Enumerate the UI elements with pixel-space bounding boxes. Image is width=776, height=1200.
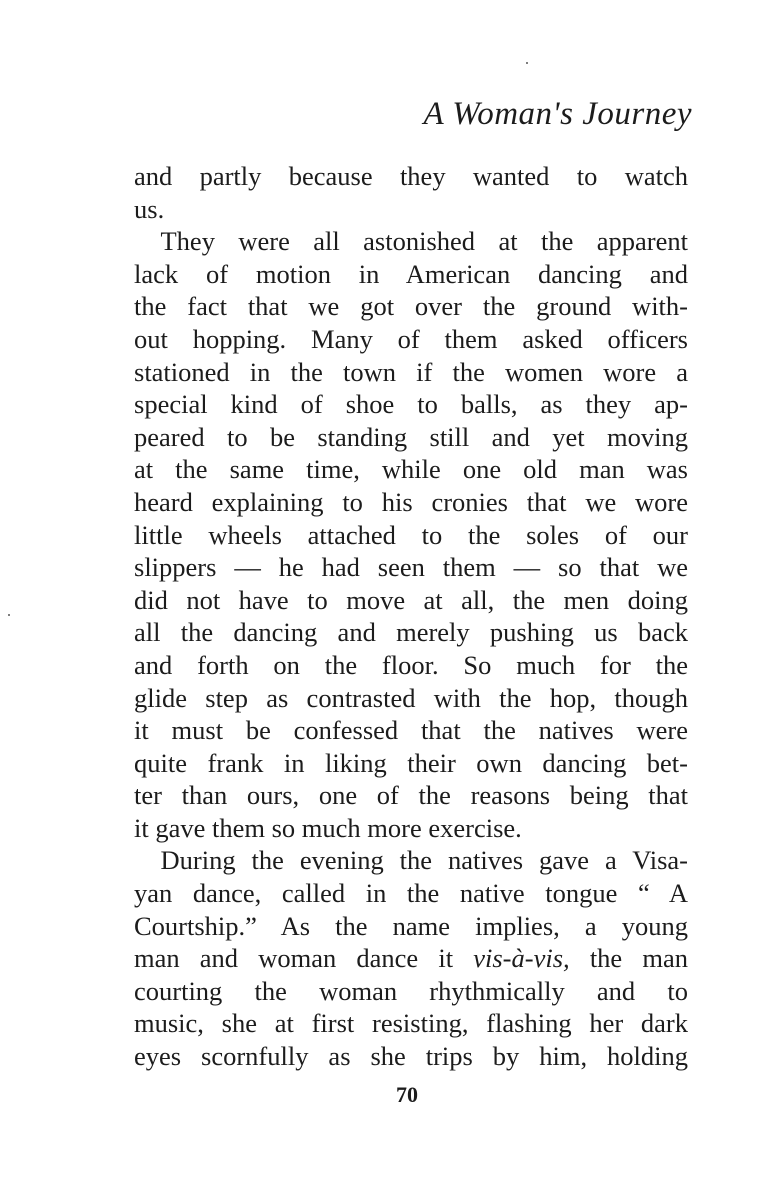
text-line: stationed in the town if the women wore a (134, 356, 688, 387)
page-number: 70 (396, 1082, 418, 1107)
text-line: it must be confessed that the natives were (134, 715, 688, 746)
text-line: quite frank in liking their own dancing bet- (134, 747, 688, 778)
text-line: and partly because they wanted to watch (134, 161, 688, 191)
italic-phrase: vis-à-vis, (473, 943, 570, 974)
text-line: it gave them so much more exercise. (134, 812, 522, 843)
text-line: all the dancing and merely pushing us back (134, 617, 688, 648)
text-segment: the man (569, 943, 688, 974)
text-segment: man and woman dance it (134, 943, 474, 974)
text-line: Courtship.” As the name implies, a young (134, 910, 688, 941)
text-line: us. (134, 193, 165, 224)
text-line: glide step as contrasted with the hop, though (134, 682, 688, 713)
text-line: music, she at first resisting, flashing her dark (134, 1008, 688, 1039)
print-speck (8, 614, 10, 616)
print-speck (526, 62, 528, 64)
text-line: courting the woman rhythmically and to (134, 975, 688, 1006)
text-line: ter than ours, one of the reasons being that (134, 780, 688, 811)
text-line: heard explaining to his cronies that we wore (134, 486, 688, 517)
text-line: peared to be standing still and yet moving (134, 421, 688, 452)
text-line: little wheels attached to the soles of our (134, 519, 688, 550)
text-line: out hopping. Many of them asked officers (134, 323, 688, 354)
running-header: A Woman's Journey (423, 96, 692, 132)
text-line: did not have to move at all, the men doing (134, 584, 688, 615)
text-line: slippers — he had seen them — so that we (134, 552, 688, 583)
text-line: the fact that we got over the ground with- (134, 291, 688, 322)
body-text (134, 160, 688, 1073)
text-line: at the same time, while one old man was (134, 454, 688, 485)
text-line: special kind of shoe to balls, as they ap- (134, 389, 688, 420)
text-line: During the evening the natives gave a Visa- (134, 845, 688, 876)
text-line: yan dance, called in the native tongue “ A (134, 878, 688, 909)
text-line: and forth on the floor. So much for the (134, 649, 688, 680)
text-line: They were all astonished at the apparent (134, 226, 688, 257)
text-line: lack of motion in American dancing and (134, 258, 688, 289)
text-line: eyes scornfully as she trips by him, holding (134, 1041, 688, 1072)
text-line-with-italic (134, 942, 688, 975)
